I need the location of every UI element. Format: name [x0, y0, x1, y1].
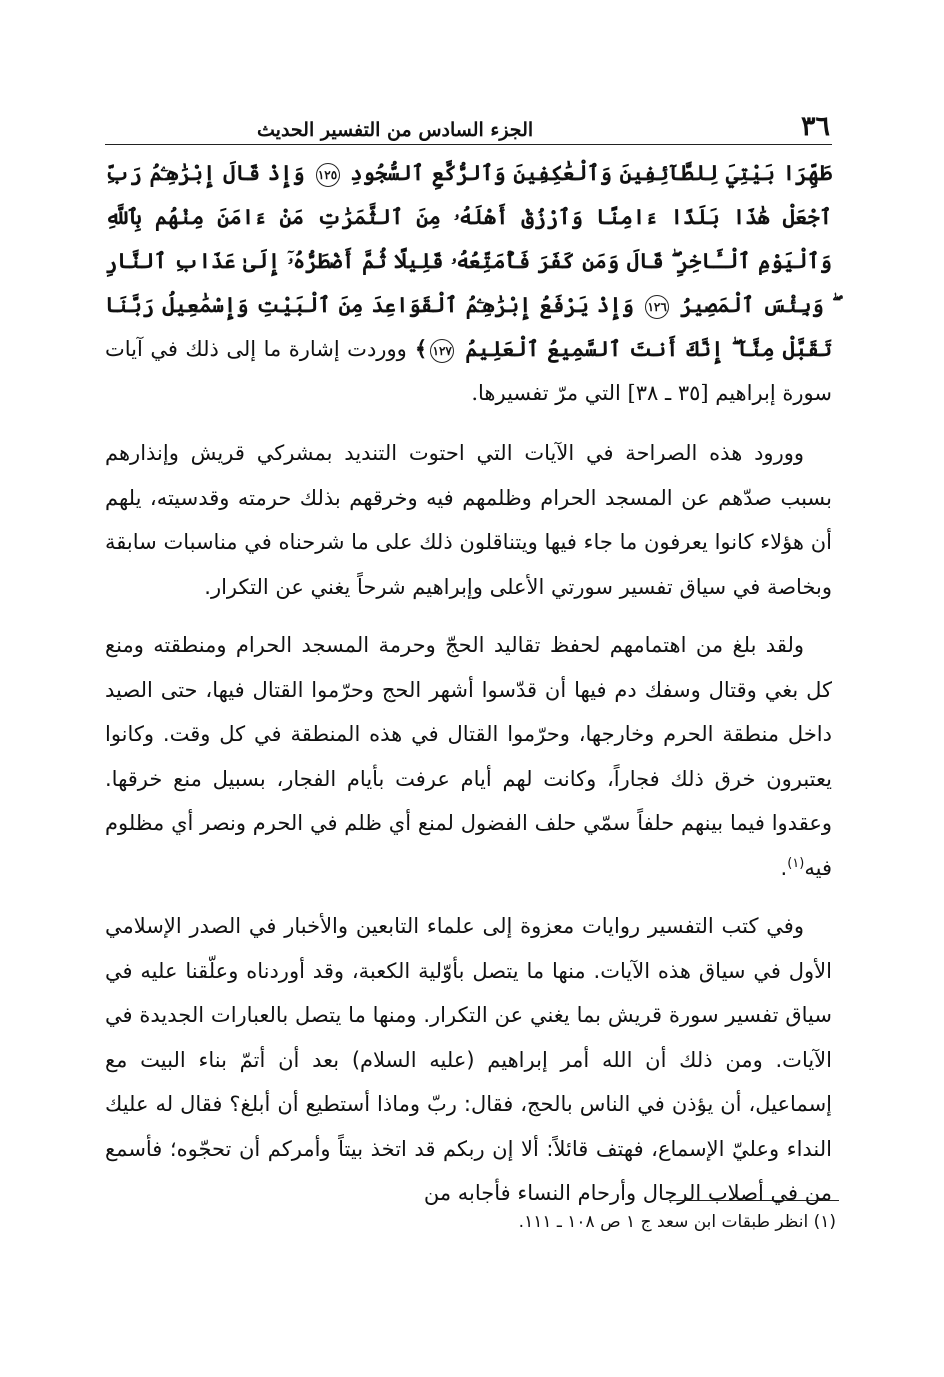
- quran-close-bracket: ﴾: [414, 336, 428, 361]
- paragraph-end: .: [780, 855, 788, 880]
- page: [105, 108, 832, 1216]
- verse-commentary: ووردت إشارة ما إلى ذلك في آيات سورة إبراهيم [٣٥ ـ ٣٨] التي مرّ تفسيرها.: [105, 337, 832, 405]
- footnote: (١) انظر طبقات ابن سعد ج ١ ص ١٠٨ ـ ١١١.: [518, 1212, 836, 1232]
- ayah-number-mark: ١٢٦: [645, 295, 669, 319]
- page-header: [105, 108, 832, 145]
- verse-text: وَإِذْ قَالَ إِبْرَٰهِـۧمُ رَبِّ ٱجْعَلْ هَٰذَا بَلَدًا ءَامِنًا وَٱرْزُقْ أَهْلَهُۥ مِنَ ٱلثَّمَرَٰتِ مَنْ ءَامَنَ مِنْهُم بِٱللَّهِ وَٱلْيَوْمِ ٱلْـَٔاخِرِ ۖ قَالَ وَمَن كَفَرَ فَأُمَتِّعُهُۥ قَلِيلًا ثُمَّ أَضْطَرُّهُۥٓ إِلَىٰ عَذَابِ ٱلنَّارِ ۖ وَبِئْسَ ٱلْمَصِيرُ: [105, 160, 832, 317]
- ayah-number-mark: ١٢٧: [430, 339, 454, 363]
- paragraph: وورود هذه الصراحة في الآيات التي احتوت التنديد بمشركي قريش وإنذارهم بسبب صدّهم عن المسجد الحرام وظلمهم فيه وخرقهم بذلك حرمته وقدسيته، يلهم أن هؤلاء كانوا يعرفون ما جاء فيها ويتناقلون ذلك على ما شرحناه في مناسبات سابقة وبخاصة في سياق تفسير سورتي الأعلى وإبراهيم شرحاً يغني عن التكرار.: [105, 441, 832, 599]
- page-number: ٣٦: [800, 111, 830, 142]
- footnote-ref: (١): [787, 855, 805, 871]
- quran-verse-block: [105, 151, 832, 415]
- paragraph: [105, 623, 832, 890]
- ayah-number-mark: ١٢٥: [316, 163, 340, 187]
- verse-text: وَإِذْ يَرْفَعُ إِبْرَٰهِـۧمُ ٱلْقَوَاعِدَ مِنَ ٱلْبَيْتِ وَإِسْمَٰعِيلُ رَبَّنَا تَقَبَّلْ مِنَّآ ۖ إِنَّكَ أَنتَ ٱلسَّمِيعُ ٱلْعَلِيمُ: [105, 292, 832, 361]
- footnote-rule: [669, 1200, 839, 1201]
- running-title: الجزء السادس من التفسير الحديث: [257, 119, 534, 141]
- paragraph-text: ولقد بلغ من اهتمامهم لحفظ تقاليد الحجّ وحرمة المسجد الحرام ومنطقته ومنع كل بغي وقتال وسفك دم فيها أن قدّسوا أشهر الحج وحرّموا القتال فيها، حتى الصيد داخل منطقة الحرم وخارجها، وحرّموا القتال في هذه المنطقة في كل وقت. وكانوا يعتبرون خرق ذلك فجاراً، وكانت لهم أيام عرفت بأيام الفجار، بسبيل منع خرقها. وعقدوا فيما بينهم حلفاً سمّي حلف الفضول لمنع أي ظلم في الحرم ونصر أي مظلوم فيه: [105, 633, 832, 880]
- verse-text: طَهِّرَا بَيْتِيَ لِلطَّآئِفِينَ وَٱلْعَٰكِفِينَ وَٱلرُّكَّعِ ٱلسُّجُودِ: [350, 160, 833, 185]
- paragraph: وفي كتب التفسير روايات معزوة إلى علماء التابعين والأخبار في الصدر الإسلامي الأول في سياق هذه الآيات. منها ما يتصل بأوّلية الكعبة، وقد أوردناه وعلّقنا عليه في سياق تفسير سورة قريش بما يغني عن التكرار. ومنها ما يتصل بالعبارات الجديدة في الآيات. ومن ذلك أن الله أمر إبراهيم (عليه السلام) بعد أن أتمّ بناء البيت مع إسماعيل، أن يؤذن في الناس بالحج، فقال: ربّ وماذا أستطيع أن أبلغ؟ فقال له عليك النداء وعليّ الإسماع، فهتف قائلاً: ألا إن ربكم قد اتخذ بيتاً وأمركم أن تحجّوه؛ فأسمع من في أصلاب الرجال وأرحام النساء فأجابه من: [105, 914, 832, 1205]
